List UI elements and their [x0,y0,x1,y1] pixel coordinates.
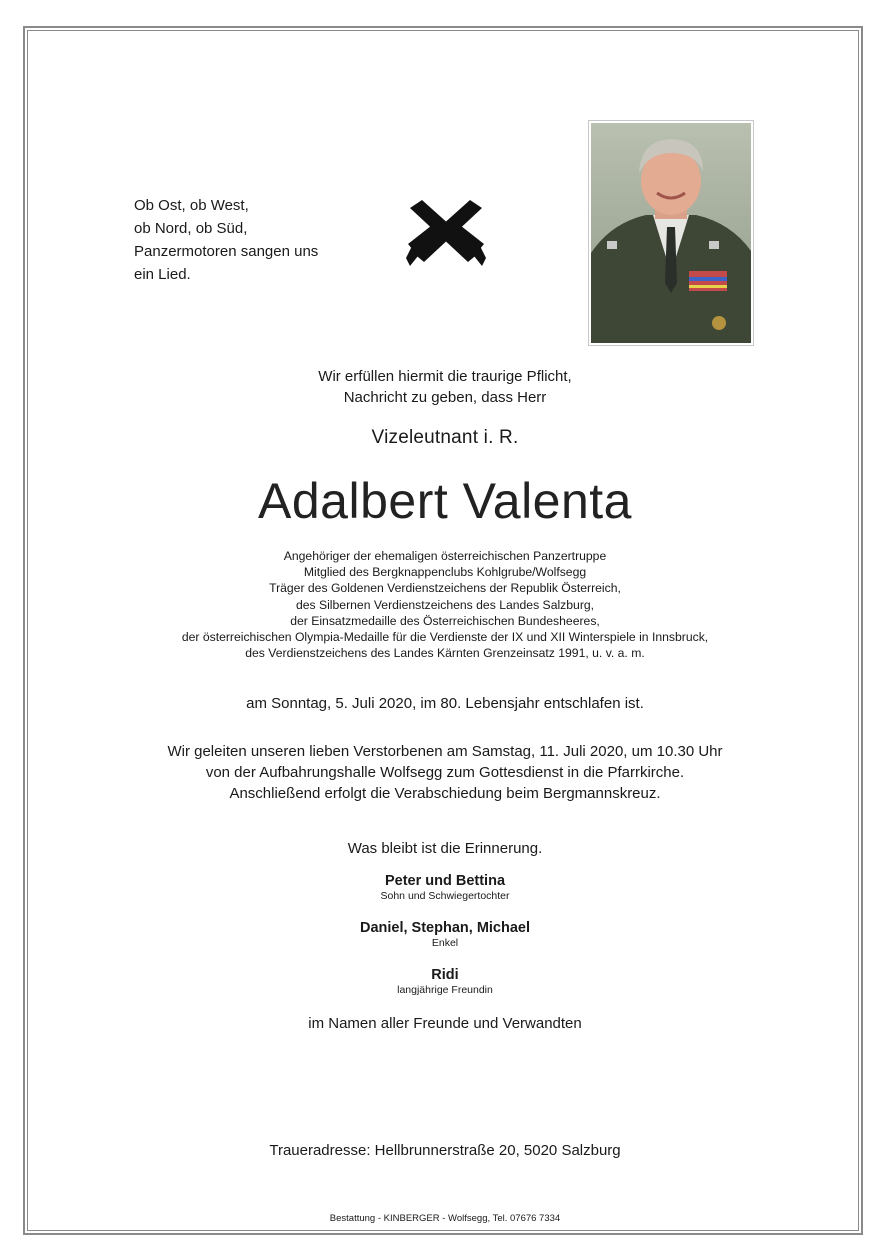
honor-line: der Einsatzmedaille des Österreichischen Bundesheeres, [290,613,600,628]
mourner-relation: Sohn und Schwiegertochter [380,890,510,902]
funeral-line: Anschließend erfolgt die Verabschiedung beim Bergmannskreuz. [229,785,661,802]
mourner [0,873,890,902]
mourner-name: Daniel, Stephan, Michael [359,920,530,936]
funeral-line: Wir geleiten unseren lieben Verstorbenen am Samstag, 11. Juli 2020, um 10.30 Uhr [167,743,723,760]
death-notice: am Sonntag, 5. Juli 2020, im 80. Lebensjahr entschlafen ist. [246,695,644,712]
portrait-photo [588,120,754,346]
honor-line: Träger des Goldenen Verdienstzeichens der Republik Österreich, [269,581,621,596]
poem-line: ein Lied. [134,266,191,283]
undertaker-footer: Bestattung - KINBERGER - Wolfsegg, Tel. 07676 7334 [329,1213,561,1224]
intro-line: Wir erfüllen hiermit die traurige Pflicht, [318,368,572,385]
honor-line: Mitglied des Bergknappenclubs Kohlgrube/Wolfsegg [303,565,587,580]
crossed-hammers-icon [406,196,486,270]
poem-line: Panzermotoren sangen uns [134,243,319,260]
memory-line: Was bleibt ist die Erinnerung. [347,840,543,857]
mourning-address: Traueradresse: Hellbrunnerstraße 20, 5020 Salzburg [269,1142,621,1159]
rank-title: Vizeleutnant i. R. [371,427,519,448]
mourner-name: Peter und Bettina [384,873,506,889]
honor-line: des Silbernen Verdienstzeichens des Landes Salzburg, [295,597,595,612]
mourner [0,967,890,996]
mourner [0,920,890,949]
funeral-info [0,741,890,804]
mourner-name: Ridi [431,967,459,983]
honors-list [0,548,890,661]
intro-text [0,366,890,408]
funeral-line: von der Aufbahrungshalle Wolfsegg zum Gottesdienst in die Pfarrkirche. [205,764,685,781]
poem [134,194,318,286]
intro-line: Nachricht zu geben, dass Herr [343,389,547,406]
poem-line: ob Nord, ob Süd, [134,220,248,237]
poem-line: Ob Ost, ob West, [134,197,249,214]
honor-line: der österreichischen Olympia-Medaille für die Verdienste der IX und XII Winterspiele in Innsbruck, [181,630,709,645]
family-line: im Namen aller Freunde und Verwandten [308,1015,582,1032]
mourner-relation: Enkel [431,937,459,949]
honor-line: des Verdienstzeichens des Landes Kärnten Grenzeinsatz 1991, u. v. a. m. [245,646,645,661]
honor-line: Angehöriger der ehemaligen österreichischen Panzertruppe [283,549,607,563]
deceased-name: Adalbert Valenta [258,473,632,529]
mourner-relation: langjährige Freundin [397,984,493,996]
